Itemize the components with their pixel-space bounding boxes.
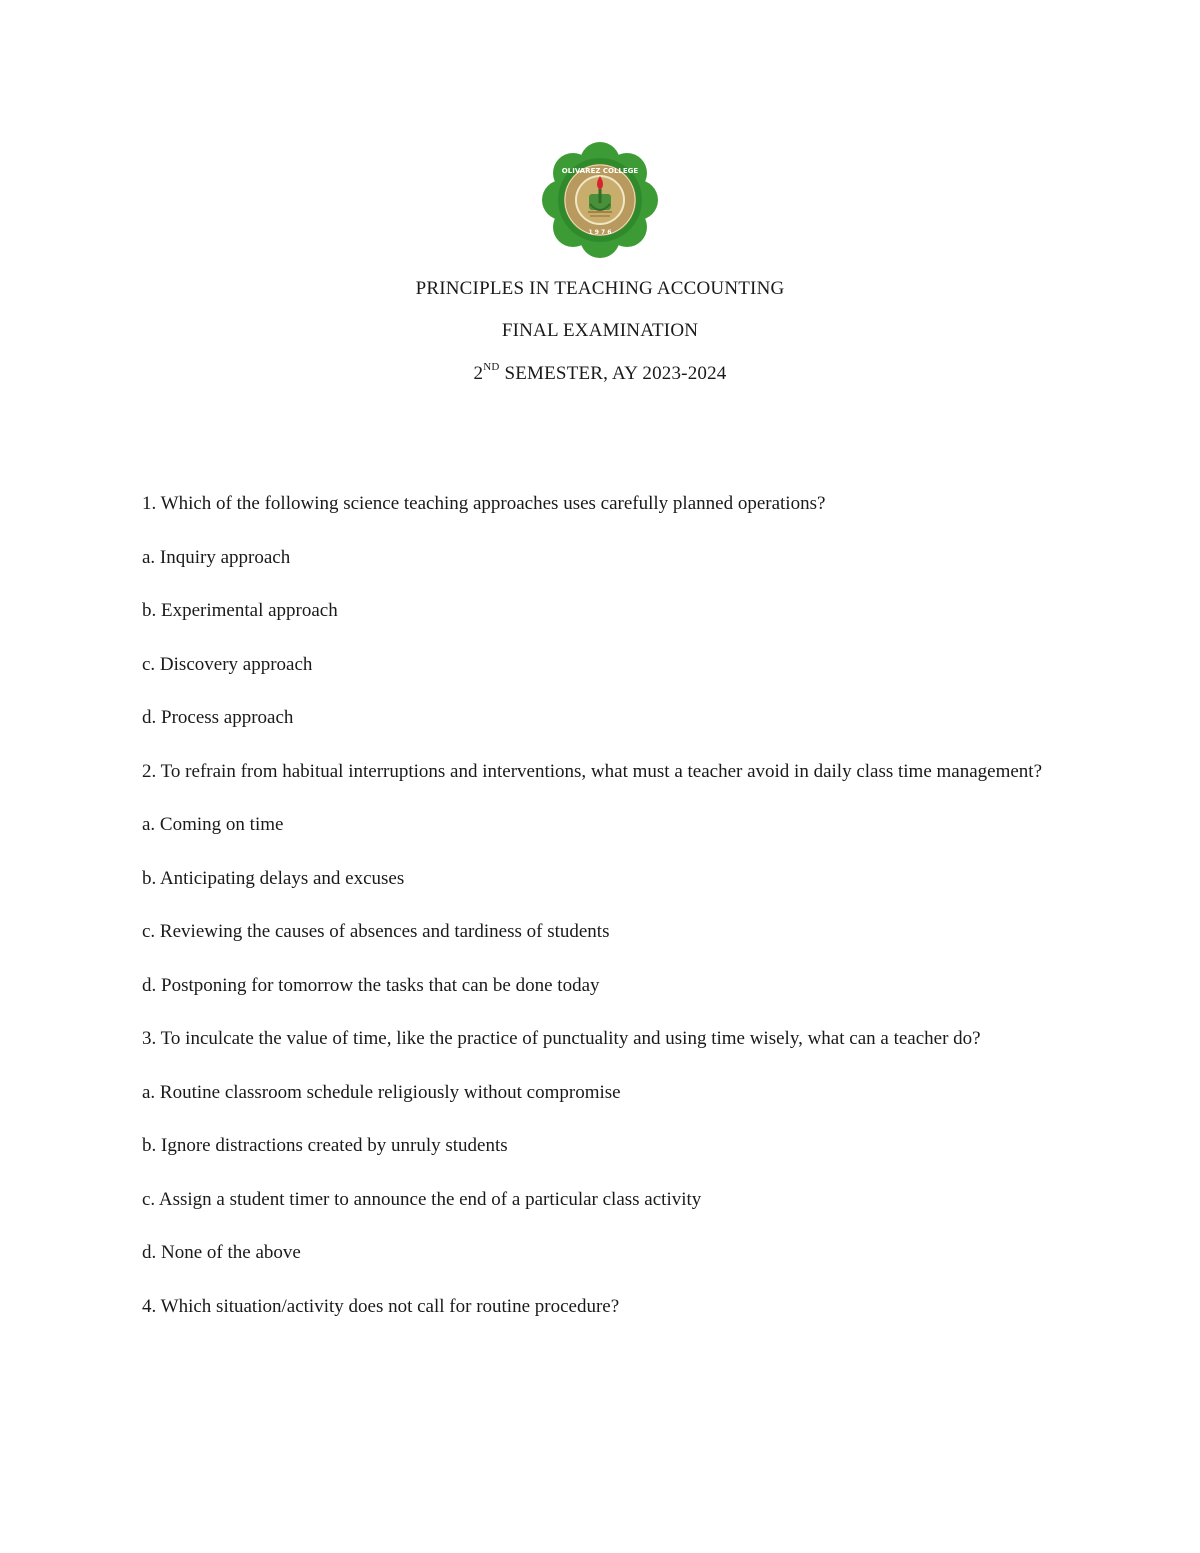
question-1-text: 1. Which of the following science teaching approaches uses carefully planned operations? — [142, 493, 826, 514]
question-1-option-b: b. Experimental approach — [142, 600, 338, 621]
question-2-option-a: a. Coming on time — [142, 814, 284, 835]
question-3-option-a: a. Routine classroom schedule religiously without compromise — [142, 1081, 621, 1103]
semester-line — [0, 363, 1200, 385]
question-2-option-b: b. Anticipating delays and excuses — [142, 867, 405, 889]
semester-rest: SEMESTER, AY 2023-2024 — [499, 363, 727, 384]
college-seal-icon — [542, 142, 658, 258]
semester-number: 2 — [473, 363, 484, 384]
question-3-option-d: d. None of the above — [142, 1242, 301, 1263]
college-seal-logo — [542, 142, 658, 258]
course-title: PRINCIPLES IN TEACHING ACCOUNTING — [415, 278, 785, 299]
seal-ring-text: OLIVAREZ COLLEGE — [561, 167, 639, 175]
question-2-option-c: c. Reviewing the causes of absences and tardiness of students — [142, 921, 610, 942]
exam-title: FINAL EXAMINATION — [501, 320, 699, 341]
question-3-option-c: c. Assign a student timer to announce the end of a particular class activity — [142, 1188, 702, 1210]
question-3-option-b: b. Ignore distractions created by unruly students — [142, 1135, 508, 1156]
semester-ordinal-suffix: ND — [483, 361, 500, 373]
question-2-option-d: d. Postponing for tomorrow the tasks that can be done today — [142, 974, 600, 996]
question-4-text: 4. Which situation/activity does not call for routine procedure? — [142, 1295, 620, 1317]
question-list — [142, 490, 1062, 1346]
question-3-text: 3. To inculcate the value of time, like the practice of punctuality and using time wisely, what can a teacher do? — [142, 1028, 981, 1049]
question-1-option-c: c. Discovery approach — [142, 653, 313, 675]
question-2-text: 2. To refrain from habitual interruptions and interventions, what must a teacher avoid in daily class time management? — [142, 760, 1043, 782]
question-1-option-d: d. Process approach — [142, 707, 294, 728]
seal-year-text: 1 9 7 6 — [588, 229, 612, 236]
question-1-option-a: a. Inquiry approach — [142, 546, 291, 568]
